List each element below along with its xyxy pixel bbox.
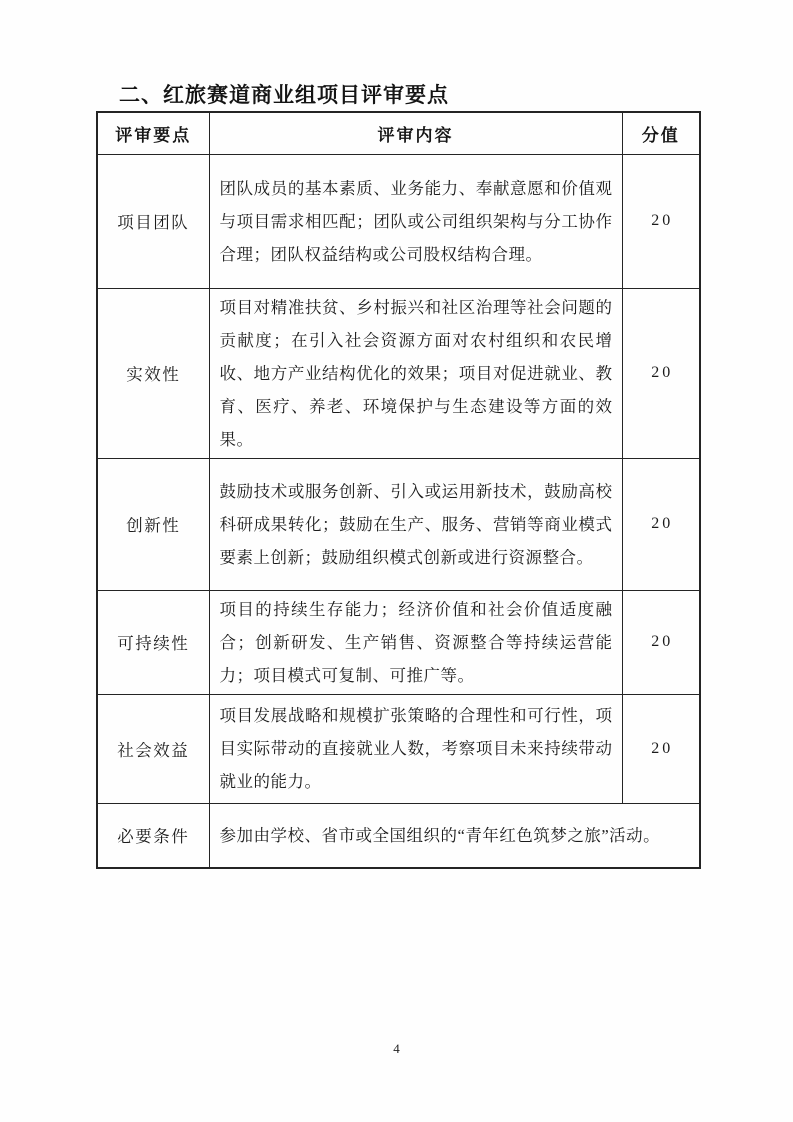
row-content-merged: 参加由学校、省市或全国组织的“青年红色筑梦之旅”活动。 <box>209 803 700 868</box>
row-criteria: 必要条件 <box>97 803 209 868</box>
table-header-row <box>97 112 700 154</box>
row-criteria: 创新性 <box>97 458 209 590</box>
row-score: 20 <box>622 458 700 590</box>
row-content: 团队成员的基本素质、业务能力、奉献意愿和价值观与项目需求相匹配；团队或公司组织架构与分工协作合理；团队权益结构或公司股权结构合理。 <box>209 154 622 288</box>
review-table <box>96 111 701 869</box>
row-criteria: 实效性 <box>97 288 209 458</box>
row-content: 项目发展战略和规模扩张策略的合理性和可行性，项目实际带动的直接就业人数，考察项目未来持续带动就业的能力。 <box>209 694 622 803</box>
table-row <box>97 458 700 590</box>
row-score: 20 <box>622 694 700 803</box>
table-row <box>97 288 700 458</box>
row-criteria: 项目团队 <box>97 154 209 288</box>
table-row <box>97 694 700 803</box>
row-criteria: 社会效益 <box>97 694 209 803</box>
row-score: 20 <box>622 288 700 458</box>
row-content: 鼓励技术或服务创新、引入或运用新技术，鼓励高校科研成果转化；鼓励在生产、服务、营销等商业模式要素上创新；鼓励组织模式创新或进行资源整合。 <box>209 458 622 590</box>
header-content: 评审内容 <box>209 112 622 154</box>
page-number: 4 <box>393 1041 400 1056</box>
row-content: 项目的持续生存能力；经济价值和社会价值适度融合；创新研发、生产销售、资源整合等持续运营能力；项目模式可复制、可推广等。 <box>209 590 622 694</box>
header-criteria: 评审要点 <box>97 112 209 154</box>
row-criteria: 可持续性 <box>97 590 209 694</box>
table-row <box>97 590 700 694</box>
table-row <box>97 803 700 868</box>
table-row <box>97 154 700 288</box>
row-score: 20 <box>622 590 700 694</box>
row-score: 20 <box>622 154 700 288</box>
header-score: 分值 <box>622 112 700 154</box>
section-title: 二、红旅赛道商业组项目评审要点 <box>119 84 449 107</box>
row-content: 项目对精准扶贫、乡村振兴和社区治理等社会问题的贡献度；在引入社会资源方面对农村组织和农民增收、地方产业结构优化的效果；项目对促进就业、教育、医疗、养老、环境保护与生态建设等方面的效果。 <box>209 288 622 458</box>
